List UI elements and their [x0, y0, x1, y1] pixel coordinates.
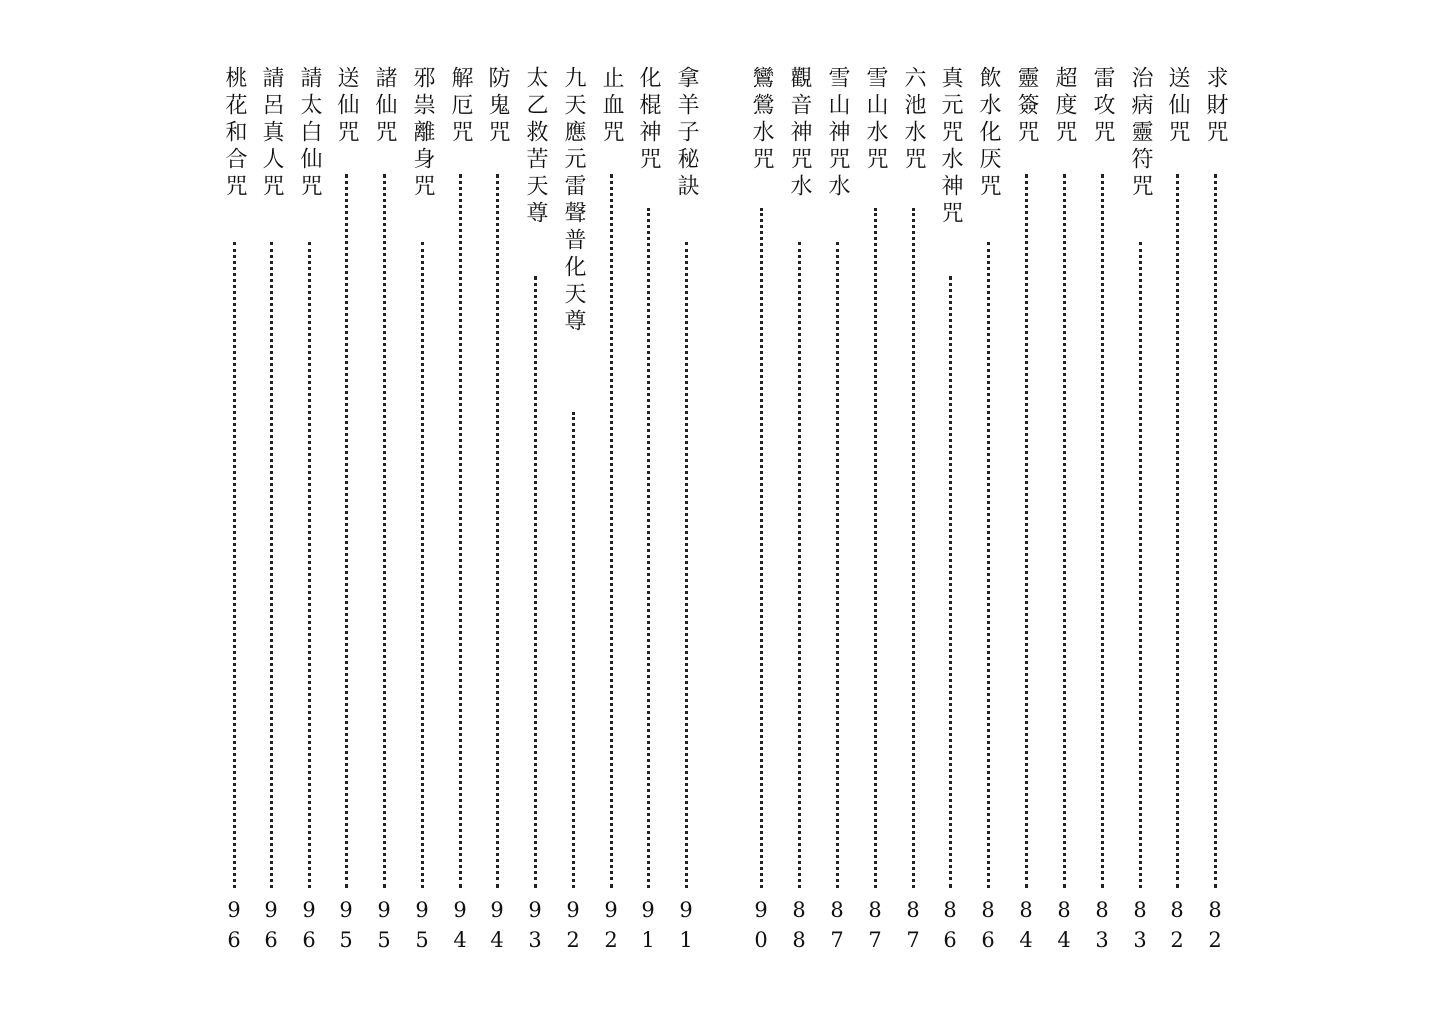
toc-entry-page-number: 96: [297, 898, 321, 958]
dot-leader: [874, 208, 877, 888]
toc-entry[interactable]: [594, 66, 628, 956]
toc-entry-page-number: 96: [259, 898, 283, 958]
toc-entry[interactable]: [1009, 66, 1043, 956]
dot-leader: [1139, 242, 1142, 888]
toc-entry-title: 雪山水咒: [863, 66, 888, 174]
toc-entry-page-number: 95: [372, 898, 396, 958]
toc-entry-title: 邪祟離身咒: [410, 66, 435, 201]
toc-entry[interactable]: [443, 66, 477, 956]
toc-entry-page-number: 83: [1090, 898, 1114, 958]
dot-leader: [610, 174, 613, 888]
toc-entry-page-number: 84: [1052, 898, 1076, 958]
toc-entry-page-number: 87: [901, 898, 925, 958]
toc-entry-page-number: 94: [448, 898, 472, 958]
toc-entry-title: 化棍神咒: [636, 66, 661, 174]
toc-entry[interactable]: [933, 66, 967, 956]
toc-entry-page-number: 84: [1014, 898, 1038, 958]
toc-entry-title: 請呂真人咒: [259, 66, 284, 201]
toc-entry-title: 治病靈符咒: [1128, 66, 1153, 201]
dot-leader: [647, 208, 650, 888]
toc-entry-page-number: 82: [1165, 898, 1189, 958]
toc-entry[interactable]: [1047, 66, 1081, 956]
toc-entry-title: 六池水咒: [901, 66, 926, 174]
toc-entry-page-number: 91: [674, 898, 698, 958]
toc-entry-page-number: 83: [1128, 898, 1152, 958]
toc-entry[interactable]: [631, 66, 665, 956]
toc-entry[interactable]: [1085, 66, 1119, 956]
toc-entry-title: 止血咒: [599, 66, 624, 147]
toc-entry-title: 諸仙咒: [372, 66, 397, 147]
dot-leader: [308, 242, 311, 888]
toc-entry-title: 九天應元雷聲普化天尊: [561, 66, 586, 336]
toc-entry[interactable]: [782, 66, 816, 956]
toc-entry-title: 飲水化厌咒: [976, 66, 1001, 201]
toc-entry[interactable]: [1198, 66, 1232, 956]
toc-entry-page-number: 87: [825, 898, 849, 958]
toc-entry-page-number: 95: [334, 898, 358, 958]
toc-entry-title: 雪山神咒水: [825, 66, 850, 201]
toc-entry[interactable]: [744, 66, 778, 956]
toc-entry-page-number: 92: [561, 898, 585, 958]
toc-entry-title: 真元咒水神咒: [938, 66, 963, 228]
dot-leader: [912, 208, 915, 888]
dot-leader: [572, 412, 575, 888]
dot-leader: [534, 276, 537, 888]
toc-entry-title: 送仙咒: [1165, 66, 1190, 147]
toc-entry-title: 送仙咒: [334, 66, 359, 147]
dot-leader: [1176, 174, 1179, 888]
toc-entry-title: 超度咒: [1052, 66, 1077, 147]
dot-leader: [1063, 174, 1066, 888]
dot-leader: [987, 242, 990, 888]
toc-entry-title: 鸞鶯水咒: [749, 66, 774, 174]
dot-leader: [383, 174, 386, 888]
dot-leader: [1101, 174, 1104, 888]
toc-entry-title: 防鬼咒: [485, 66, 510, 147]
toc-entry-page-number: 87: [863, 898, 887, 958]
dot-leader: [1214, 174, 1217, 888]
toc-entry-page-number: 93: [523, 898, 547, 958]
toc-entry[interactable]: [971, 66, 1005, 956]
dot-leader: [459, 174, 462, 888]
toc-entry-title: 桃花和合咒: [222, 66, 247, 201]
toc-entry-title: 觀音神咒水: [787, 66, 812, 201]
toc-entry[interactable]: [669, 66, 703, 956]
toc-entry-title: 解厄咒: [448, 66, 473, 147]
toc-entry-title: 靈簽咒: [1014, 66, 1039, 147]
toc-entry-title: 拿羊子秘訣: [674, 66, 699, 201]
toc-entry[interactable]: [820, 66, 854, 956]
toc-entry-page-number: 96: [222, 898, 246, 958]
dot-leader: [685, 242, 688, 888]
toc-entry[interactable]: [329, 66, 363, 956]
toc-entry[interactable]: [367, 66, 401, 956]
toc-entry-page-number: 86: [938, 898, 962, 958]
toc-entry-title: 請太白仙咒: [297, 66, 322, 201]
dot-leader: [270, 242, 273, 888]
toc-entry[interactable]: [1123, 66, 1157, 956]
toc-entry[interactable]: [556, 66, 590, 956]
dot-leader: [949, 276, 952, 888]
toc-entry[interactable]: [1160, 66, 1194, 956]
dot-leader: [345, 174, 348, 888]
toc-entry[interactable]: [405, 66, 439, 956]
toc-entry-page-number: 90: [749, 898, 773, 958]
dot-leader: [496, 174, 499, 888]
toc-entry-page-number: 82: [1203, 898, 1227, 958]
toc-entry[interactable]: [518, 66, 552, 956]
dot-leader: [421, 242, 424, 888]
dot-leader: [233, 242, 236, 888]
toc-entry[interactable]: [480, 66, 514, 956]
toc-entry-page-number: 91: [636, 898, 660, 958]
dot-leader: [1025, 174, 1028, 888]
toc-entry[interactable]: [896, 66, 930, 956]
toc-entry-page-number: 95: [410, 898, 434, 958]
toc-entry-page-number: 92: [599, 898, 623, 958]
toc-entry-title: 求財咒: [1203, 66, 1228, 147]
toc-entry[interactable]: [858, 66, 892, 956]
toc-entry-page-number: 86: [976, 898, 1000, 958]
toc-entry-page-number: 88: [787, 898, 811, 958]
dot-leader: [836, 242, 839, 888]
dot-leader: [798, 242, 801, 888]
toc-entry-page-number: 94: [485, 898, 509, 958]
toc-entry[interactable]: [217, 66, 251, 956]
toc-entry-title: 雷攻咒: [1090, 66, 1115, 147]
toc-entry-title: 太乙救苦天尊: [523, 66, 548, 228]
toc-entry[interactable]: [254, 66, 288, 956]
dot-leader: [760, 208, 763, 888]
toc-entry[interactable]: [292, 66, 326, 956]
